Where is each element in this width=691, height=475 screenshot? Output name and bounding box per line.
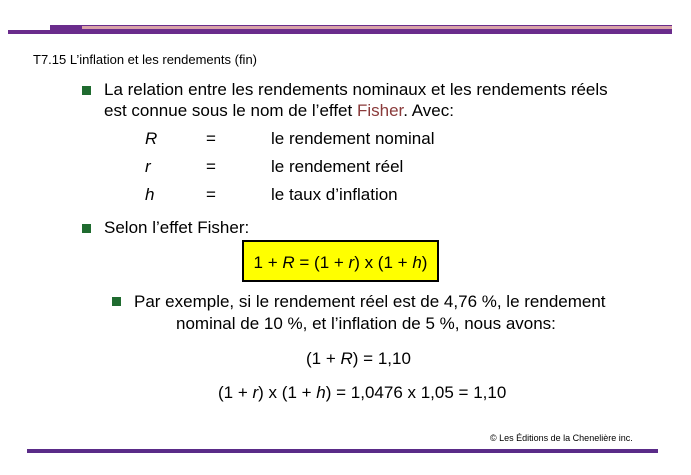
fisher-formula — [244, 253, 437, 273]
calc-line-2 — [218, 383, 506, 403]
bullet-square-icon — [82, 224, 91, 233]
def-meaning-R: le rendement nominal — [271, 129, 435, 148]
calc2-part: ) x (1 + — [258, 383, 317, 402]
bullet1-line2 — [104, 101, 454, 121]
copyright-notice: © Les Éditions de la Chenelière inc. — [490, 433, 633, 443]
bullet3-line1: Par exemple, si le rendement réel est de 4,76 %, le rendement — [134, 292, 606, 311]
calc2-r: r — [252, 383, 259, 402]
header-corner — [8, 10, 50, 30]
calc-line-1 — [306, 349, 411, 369]
def-symbol-R: R — [145, 129, 158, 148]
formula-part: 1 + — [253, 253, 283, 272]
formula-h: h — [412, 253, 422, 272]
def-eq-R: = — [206, 129, 216, 148]
def-eq-r: = — [206, 157, 216, 176]
calc2-part: ) = 1,0476 x 1,05 = 1,10 — [325, 383, 507, 402]
formula-part: ) — [421, 253, 428, 272]
bullet1-line1: La relation entre les rendements nominaux et les rendements réels — [104, 80, 608, 99]
bullet-square-icon — [112, 297, 121, 306]
def-eq-h: = — [206, 185, 216, 204]
bullet1-line2-suffix: . Avec: — [403, 101, 454, 120]
bullet1-line2-prefix: est connue sous le nom de l’effet — [104, 101, 357, 120]
calc2-h: h — [316, 383, 326, 402]
fisher-formula-box — [242, 240, 439, 282]
calc1-part: ) = 1,10 — [352, 349, 411, 368]
slide-title: T7.15 L’inflation et les rendements (fin) — [33, 52, 258, 67]
formula-part: = (1 + — [294, 253, 349, 272]
def-symbol-r: r — [145, 157, 151, 176]
calc2-part: (1 + — [218, 383, 253, 402]
header-bar-accent — [82, 26, 672, 29]
fisher-emph: Fisher — [356, 101, 404, 120]
footer-bar — [27, 449, 658, 453]
bullet3-line2: nominal de 10 %, et l’inflation de 5 %, nous avons: — [176, 314, 556, 333]
bullet-square-icon — [82, 86, 91, 95]
def-meaning-h: le taux d’inflation — [271, 185, 398, 204]
def-symbol-h: h — [145, 185, 155, 204]
calc1-part: (1 + — [306, 349, 341, 368]
bullet2-text: Selon l’effet Fisher: — [104, 218, 250, 237]
calc1-R: R — [340, 349, 353, 368]
formula-R: R — [282, 253, 295, 272]
def-meaning-r: le rendement réel — [271, 157, 404, 176]
formula-part: ) x (1 + — [354, 253, 413, 272]
formula-r: r — [348, 253, 355, 272]
